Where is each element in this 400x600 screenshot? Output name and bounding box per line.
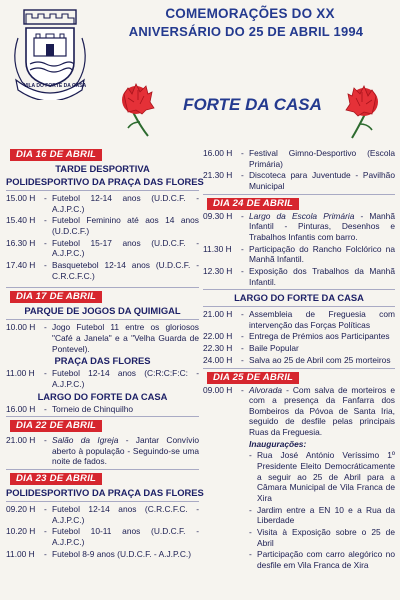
event-row: 12.30 H - Exposição dos Trabalhos da Manhã Infantil. xyxy=(203,265,395,287)
date-banner-17: DIA 17 DE ABRIL xyxy=(10,291,102,303)
event-row: 09.20 H - Futebol 12-14 anos (C.R.C.F.C. - A.J.P.C.) xyxy=(6,504,199,525)
divider xyxy=(6,319,199,320)
poster-title-line1: COMEMORAÇÕES DO XX xyxy=(165,6,335,21)
event-row: 21.30 H - Discoteca para Juventude - Pavilhão Municipal xyxy=(203,170,395,191)
event-row: 10.00 H - Jogo Futebol 11 entre os gloriosos "Café a Janela" e a "Velha Guarda de Pontevel). xyxy=(6,322,199,354)
event-row: 16.00 H - Torneio de Chinquilho xyxy=(6,403,134,414)
forte-da-casa-heading: FORTE DA CASA xyxy=(183,95,322,114)
divider xyxy=(203,306,395,307)
divider xyxy=(203,194,395,195)
event-row: 22.30 H - Baile Popular xyxy=(203,343,299,354)
event-row: 15.40 H - Futebol Feminino até aos 14 anos (U.D.C.F.) xyxy=(6,215,199,236)
list-item: - Participação com carro alegórico no desfile em Vila Franca de Xira xyxy=(249,549,395,570)
event-row: 10.20 H - Futebol 10-11 anos (U.D.C.F. - A.J.P.C.) xyxy=(6,526,199,547)
divider xyxy=(6,416,199,417)
date-banner-24: DIA 24 DE ABRIL xyxy=(207,198,299,210)
event-row: 24.00 H - Salva ao 25 de Abril com 25 morteiros xyxy=(203,355,391,366)
event-row: 09.00 H - Alvorada - Com salva de morteiros e com a presença da Fanfarra dos Bombeiros da Póvoa de Santa Iria, seguido de desfile pelas principais Ruas da Freguesia. xyxy=(203,384,395,437)
date-banner-22: DIA 22 DE ABRIL xyxy=(10,420,102,432)
event-row: 17.40 H - Basquetebol 12-14 anos (U.D.C.F. - C.R.C.F.C.) xyxy=(6,260,199,281)
divider xyxy=(6,501,199,502)
section-polidesportivo: POLIDESPORTIVO DA PRAÇA DAS FLORES xyxy=(6,176,204,187)
list-item: - Rua José António Veríssimo 1º Presidente Eleito Democráticamente a seguir ao 25 de Abril para a Câmara Municipal de Vila Franca de Xira xyxy=(249,450,395,503)
divider xyxy=(6,469,199,470)
event-row: 21.00 H - Salão da Igreja - Jantar Convívio aberto à população - Seguindo-se uma noite de fados. xyxy=(6,435,199,467)
date-banner-23: DIA 23 DE ABRIL xyxy=(10,473,102,485)
event-row: 16.30 H - Futebol 15-17 anos (U.D.C.F. - A.J.P.C.) xyxy=(6,237,199,259)
event-row: 11.00 H - Futebol 12-14 anos (C:R:C:F:C: - A.J.P.C.) xyxy=(6,368,199,389)
list-item: - Visita à Exposição sobre o 25 de Abril xyxy=(249,526,395,548)
list-item: - Jardim entre a EN 10 e a Rua da Liberdade xyxy=(249,504,395,526)
divider xyxy=(203,289,395,290)
section-polidesportivo-23: POLIDESPORTIVO DA PRAÇA DAS FLORES xyxy=(6,487,204,499)
crest-ribbon-text: VILA DO FORTE DA CASA xyxy=(23,83,87,89)
poster-title-line2: ANIVERSÁRIO DO 25 DE ABRIL 1994 xyxy=(128,24,364,39)
event-row: 21.00 H - Assembleia de Freguesia com intervenção das Forças Políticas xyxy=(203,309,395,330)
date-banner-16: DIA 16 DE ABRIL xyxy=(10,149,102,161)
divider xyxy=(6,287,199,288)
event-row: 09.30 H - Largo da Escola Primária - Manhã Infantil - Pinturas, Desenhos e Trabalhos Infantis com barro. xyxy=(203,210,395,242)
red-carnation-icon xyxy=(118,80,166,138)
section-largo-forte-24: LARGO DO FORTE DA CASA xyxy=(234,292,364,304)
section-tarde-desportiva: TARDE DESPORTIVA xyxy=(55,163,150,174)
section-praca-flores: PRAÇA DAS FLORES xyxy=(54,355,151,367)
event-row: 16.00 H - Festival Gimno-Desportivo (Escola Primária) xyxy=(203,148,395,169)
red-carnation-icon xyxy=(336,82,384,140)
event-row: 22.00 H - Entrega de Prémios aos Participantes xyxy=(203,331,390,342)
event-row: 11.30 H - Participação do Rancho Folclórico na Manhã Infantil. xyxy=(203,243,395,265)
section-parque-quimigal: PARQUE DE JOGOS DA QUIMIGAL xyxy=(24,305,181,317)
poster-header xyxy=(0,0,400,140)
program-left-column xyxy=(6,148,204,561)
divider xyxy=(6,190,199,191)
section-largo-forte: LARGO DO FORTE DA CASA xyxy=(37,390,168,402)
date-banner-25: DIA 25 DE ABRIL xyxy=(207,372,299,384)
inauguracoes-label: Inaugurações: xyxy=(249,438,307,449)
divider xyxy=(203,368,395,369)
event-row: 15.00 H - Futebol 12-14 anos (U.D.C.F. - A.J.P.C.) xyxy=(6,193,199,214)
event-row: 11.00 H - Futebol 8-9 anos (U.D.C.F. - A.J.P.C.) xyxy=(6,548,192,559)
program-right-column xyxy=(203,148,395,572)
